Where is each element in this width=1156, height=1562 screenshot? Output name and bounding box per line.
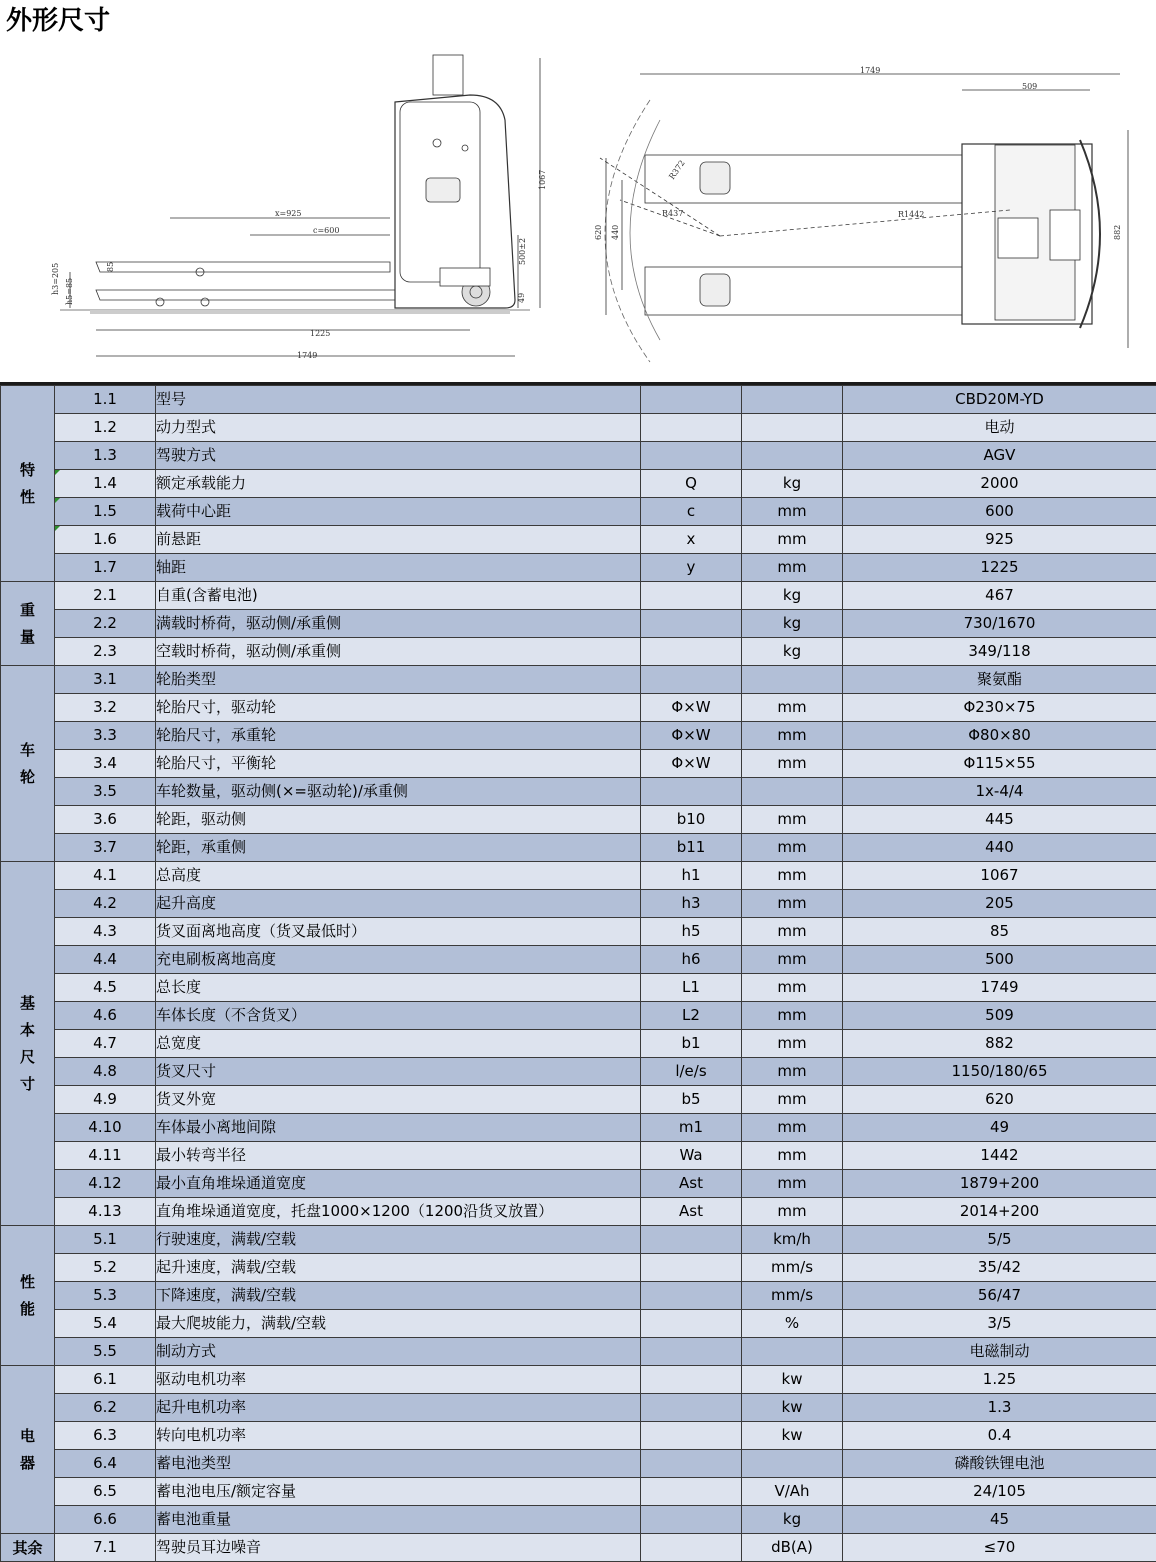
table-row [1,1282,1156,1310]
row-number: 3.2 [55,694,156,722]
row-item: 满载时桥荷，驱动侧/承重侧 [156,610,641,638]
row-value: 电动 [843,414,1156,442]
table-row [1,1226,1156,1254]
row-symbol [641,1282,742,1310]
row-value: 1150/180/65 [843,1058,1156,1086]
row-symbol [641,638,742,666]
row-symbol: Φ×W [641,694,742,722]
row-number: 2.1 [55,582,156,610]
row-symbol [641,1254,742,1282]
row-symbol [641,1506,742,1534]
table-row [1,974,1156,1002]
row-symbol: h6 [641,946,742,974]
row-symbol [641,610,742,638]
row-unit: mm [742,918,843,946]
svg-text:620: 620 [594,224,603,240]
row-value: 1442 [843,1142,1156,1170]
row-item: 最小转弯半径 [156,1142,641,1170]
row-value: 24/105 [843,1478,1156,1506]
row-number: 3.1 [55,666,156,694]
table-row [1,1338,1156,1366]
row-unit: mm [742,694,843,722]
row-symbol [641,582,742,610]
side-view [51,55,547,360]
svg-text:440: 440 [611,224,620,240]
row-value: 1x-4/4 [843,778,1156,806]
row-symbol: c [641,498,742,526]
row-number: 4.12 [55,1170,156,1198]
row-value: 349/118 [843,638,1156,666]
row-value: 85 [843,918,1156,946]
row-number: 1.2 [55,414,156,442]
row-item: 起升速度，满载/空载 [156,1254,641,1282]
row-unit: kg [742,1506,843,1534]
row-value: 1.3 [843,1394,1156,1422]
row-item: 最大爬坡能力，满载/空载 [156,1310,641,1338]
row-value: 600 [843,498,1156,526]
row-number: 6.5 [55,1478,156,1506]
row-unit [742,442,843,470]
row-unit: kg [742,610,843,638]
row-unit: mm [742,834,843,862]
row-number: 3.5 [55,778,156,806]
row-item: 货叉尺寸 [156,1058,641,1086]
row-value: Φ80×80 [843,722,1156,750]
row-item: 充电刷板离地高度 [156,946,641,974]
row-unit: mm [742,806,843,834]
row-number: 1.4 [55,470,156,498]
row-unit: kw [742,1422,843,1450]
row-unit: km/h [742,1226,843,1254]
row-number: 6.3 [55,1422,156,1450]
row-unit: kg [742,470,843,498]
row-item: 蓄电池类型 [156,1450,641,1478]
row-unit [742,1450,843,1478]
row-symbol: b5 [641,1086,742,1114]
row-unit: % [742,1310,843,1338]
svg-text:882: 882 [1113,224,1122,240]
category-cell: 其余 [1,1534,55,1562]
row-symbol [641,1422,742,1450]
row-unit: kw [742,1394,843,1422]
row-item: 最小直角堆垛通道宽度 [156,1170,641,1198]
row-value: 500 [843,946,1156,974]
table-row [1,582,1156,610]
svg-text:R437: R437 [662,209,684,218]
row-number: 4.9 [55,1086,156,1114]
row-item: 起升高度 [156,890,641,918]
technical-drawing [0,40,1156,382]
row-number: 5.1 [55,1226,156,1254]
row-unit: mm [742,890,843,918]
row-number: 5.3 [55,1282,156,1310]
row-number: 4.3 [55,918,156,946]
row-value: 35/42 [843,1254,1156,1282]
row-item: 载荷中心距 [156,498,641,526]
row-symbol: Φ×W [641,722,742,750]
row-value: 509 [843,1002,1156,1030]
table-row [1,1170,1156,1198]
row-unit: mm [742,526,843,554]
svg-text:1067: 1067 [538,169,547,190]
row-symbol [641,442,742,470]
row-item: 轴距 [156,554,641,582]
row-value: 730/1670 [843,610,1156,638]
row-unit: mm [742,1114,843,1142]
row-symbol [641,666,742,694]
table-row [1,750,1156,778]
row-value: 445 [843,806,1156,834]
row-item: 总宽度 [156,1030,641,1058]
row-symbol: b10 [641,806,742,834]
row-symbol: Ast [641,1198,742,1226]
row-value: 1225 [843,554,1156,582]
row-number: 4.6 [55,1002,156,1030]
table-row [1,1310,1156,1338]
svg-text:509: 509 [1022,82,1038,91]
svg-text:h5=85: h5=85 [65,277,74,305]
row-item: 总高度 [156,862,641,890]
row-symbol [641,778,742,806]
row-item: 额定承载能力 [156,470,641,498]
row-number: 4.5 [55,974,156,1002]
row-item: 自重(含蓄电池) [156,582,641,610]
row-value: 2014+200 [843,1198,1156,1226]
table-row [1,1198,1156,1226]
row-value: 45 [843,1506,1156,1534]
row-number: 3.4 [55,750,156,778]
row-unit: kg [742,638,843,666]
row-unit: kw [742,1366,843,1394]
row-value: 电磁制动 [843,1338,1156,1366]
category-cell: 性 能 [1,1226,55,1366]
table-row [1,1058,1156,1086]
table-row [1,694,1156,722]
row-number: 2.3 [55,638,156,666]
svg-text:c=600: c=600 [313,226,340,235]
table-row [1,1422,1156,1450]
row-item: 空载时桥荷，驱动侧/承重侧 [156,638,641,666]
row-number: 3.7 [55,834,156,862]
table-row [1,862,1156,890]
row-number: 6.6 [55,1506,156,1534]
row-number: 5.2 [55,1254,156,1282]
row-item: 驾驶方式 [156,442,641,470]
row-unit: mm [742,862,843,890]
svg-text:1225: 1225 [310,329,331,338]
table-row [1,442,1156,470]
top-view [594,66,1128,362]
row-number: 4.13 [55,1198,156,1226]
row-symbol: l/e/s [641,1058,742,1086]
row-symbol: h3 [641,890,742,918]
row-item: 总长度 [156,974,641,1002]
row-symbol [641,1366,742,1394]
row-symbol: m1 [641,1114,742,1142]
row-unit: mm [742,1030,843,1058]
row-item: 动力型式 [156,414,641,442]
row-value: ≤70 [843,1534,1156,1562]
page-title: 外形尺寸 [6,6,111,36]
row-number: 4.8 [55,1058,156,1086]
row-item: 直角堆垛通道宽度，托盘1000×1200（1200沿货叉放置） [156,1198,641,1226]
row-number: 1.7 [55,554,156,582]
row-unit: mm/s [742,1254,843,1282]
row-value: 聚氨酯 [843,666,1156,694]
table-row [1,918,1156,946]
table-row [1,1506,1156,1534]
row-item: 轮胎尺寸，驱动轮 [156,694,641,722]
row-symbol [641,1450,742,1478]
row-symbol: Φ×W [641,750,742,778]
row-number: 4.2 [55,890,156,918]
row-unit [742,666,843,694]
row-symbol [641,1534,742,1562]
row-unit: mm [742,554,843,582]
row-value: 467 [843,582,1156,610]
table-row [1,1366,1156,1394]
row-unit: mm [742,1142,843,1170]
row-item: 轮胎类型 [156,666,641,694]
row-number: 6.1 [55,1366,156,1394]
table-row [1,610,1156,638]
row-number: 6.4 [55,1450,156,1478]
row-number: 4.10 [55,1114,156,1142]
row-item: 蓄电池重量 [156,1506,641,1534]
row-value: 1749 [843,974,1156,1002]
row-unit: mm [742,1086,843,1114]
row-item: 行驶速度，满载/空载 [156,1226,641,1254]
table-row [1,1478,1156,1506]
row-unit [742,1338,843,1366]
row-unit [742,414,843,442]
svg-text:49: 49 [517,292,526,303]
row-unit [742,386,843,414]
row-number: 6.2 [55,1394,156,1422]
row-number: 3.3 [55,722,156,750]
row-item: 轮胎尺寸，平衡轮 [156,750,641,778]
row-number: 4.7 [55,1030,156,1058]
row-value: 205 [843,890,1156,918]
row-number: 5.5 [55,1338,156,1366]
row-unit: kg [742,582,843,610]
table-row [1,666,1156,694]
row-symbol: h5 [641,918,742,946]
svg-text:x=925: x=925 [275,209,302,218]
row-item: 起升电机功率 [156,1394,641,1422]
row-value: 56/47 [843,1282,1156,1310]
row-number: 5.4 [55,1310,156,1338]
row-item: 驱动电机功率 [156,1366,641,1394]
row-item: 制动方式 [156,1338,641,1366]
row-symbol [641,1310,742,1338]
row-item: 车体最小离地间隙 [156,1114,641,1142]
svg-text:1749: 1749 [860,66,881,75]
table-row [1,498,1156,526]
row-number: 3.6 [55,806,156,834]
row-symbol: b1 [641,1030,742,1058]
svg-text:1749: 1749 [297,351,318,360]
table-row [1,806,1156,834]
table-row [1,1086,1156,1114]
row-item: 货叉面离地高度（货叉最低时） [156,918,641,946]
row-unit: mm [742,1002,843,1030]
table-row [1,778,1156,806]
svg-text:R372: R372 [667,158,687,182]
row-unit: mm [742,722,843,750]
table-row [1,414,1156,442]
table-row [1,554,1156,582]
table-row [1,1450,1156,1478]
row-item: 转向电机功率 [156,1422,641,1450]
row-value: Φ115×55 [843,750,1156,778]
row-symbol: Q [641,470,742,498]
row-item: 蓄电池电压/额定容量 [156,1478,641,1506]
svg-text:h3=205: h3=205 [51,262,60,295]
row-number: 1.3 [55,442,156,470]
category-cell: 重 量 [1,582,55,666]
row-unit: dB(A) [742,1534,843,1562]
table-row [1,1114,1156,1142]
row-unit: mm/s [742,1282,843,1310]
row-symbol [641,1394,742,1422]
row-unit: mm [742,974,843,1002]
row-value: 440 [843,834,1156,862]
table-row [1,1030,1156,1058]
row-value: 2000 [843,470,1156,498]
row-number: 1.6 [55,526,156,554]
row-unit: mm [742,750,843,778]
row-item: 驾驶员耳边噪音 [156,1534,641,1562]
table-row [1,1534,1156,1562]
row-symbol [641,1478,742,1506]
table-row [1,526,1156,554]
row-unit: mm [742,1198,843,1226]
row-value: 1879+200 [843,1170,1156,1198]
svg-text:R1442: R1442 [898,210,925,219]
row-value: 49 [843,1114,1156,1142]
row-symbol [641,1226,742,1254]
row-symbol: L2 [641,1002,742,1030]
row-item: 下降速度，满载/空载 [156,1282,641,1310]
table-row [1,722,1156,750]
row-value: Φ230×75 [843,694,1156,722]
row-symbol [641,386,742,414]
row-value: 3/5 [843,1310,1156,1338]
row-unit: mm [742,946,843,974]
row-item: 前悬距 [156,526,641,554]
row-value: CBD20M-YD [843,386,1156,414]
table-row [1,1142,1156,1170]
row-value: 882 [843,1030,1156,1058]
row-item: 轮距，承重侧 [156,834,641,862]
row-value: 1.25 [843,1366,1156,1394]
row-item: 轮胎尺寸，承重轮 [156,722,641,750]
row-value: AGV [843,442,1156,470]
row-symbol: h1 [641,862,742,890]
row-symbol: y [641,554,742,582]
row-item: 车轮数量，驱动侧(×=驱动轮)/承重侧 [156,778,641,806]
table-row [1,946,1156,974]
row-value: 0.4 [843,1422,1156,1450]
table-row [1,1002,1156,1030]
row-item: 轮距，驱动侧 [156,806,641,834]
row-item: 车体长度（不含货叉） [156,1002,641,1030]
row-symbol: L1 [641,974,742,1002]
table-row [1,890,1156,918]
row-number: 7.1 [55,1534,156,1562]
svg-text:500±2: 500±2 [518,237,527,265]
spec-table [0,385,1156,1562]
category-cell: 电 器 [1,1366,55,1534]
row-unit: mm [742,1170,843,1198]
table-row [1,386,1156,414]
table-row [1,470,1156,498]
table-row [1,834,1156,862]
row-unit: mm [742,1058,843,1086]
row-value: 620 [843,1086,1156,1114]
row-unit [742,778,843,806]
row-symbol: Wa [641,1142,742,1170]
row-symbol: x [641,526,742,554]
category-cell: 车 轮 [1,666,55,862]
row-number: 4.11 [55,1142,156,1170]
table-row [1,1254,1156,1282]
row-number: 4.1 [55,862,156,890]
row-value: 磷酸铁锂电池 [843,1450,1156,1478]
table-row [1,1394,1156,1422]
row-unit: mm [742,498,843,526]
row-number: 1.5 [55,498,156,526]
row-number: 1.1 [55,386,156,414]
row-symbol [641,1338,742,1366]
row-number: 4.4 [55,946,156,974]
row-item: 型号 [156,386,641,414]
svg-text:85: 85 [106,261,115,272]
row-number: 2.2 [55,610,156,638]
row-value: 925 [843,526,1156,554]
category-cell: 特 性 [1,386,55,582]
row-symbol: b11 [641,834,742,862]
row-unit: V/Ah [742,1478,843,1506]
row-symbol [641,414,742,442]
row-value: 5/5 [843,1226,1156,1254]
row-value: 1067 [843,862,1156,890]
category-cell: 基 本 尺 寸 [1,862,55,1226]
table-row [1,638,1156,666]
row-item: 货叉外宽 [156,1086,641,1114]
row-symbol: Ast [641,1170,742,1198]
